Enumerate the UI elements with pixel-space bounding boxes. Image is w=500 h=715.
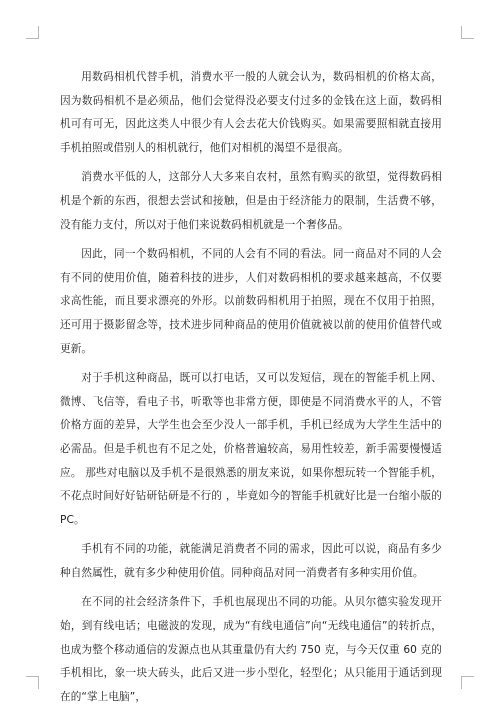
document-body (60, 66, 442, 715)
paragraph-3: 因此，同一个数码相机，不同的人会有不同的看法。同一商品对不同的人会有不同的使用价值，随着科技的进步，人们对数码相机的要求越来越高，不仅要求高性能，而且要求漂亮的外形。以前数码相机用于拍照，现在不仅用于拍照，还可用于摄影留念等，技术进步同种商品的使用价值就被以前的使用价值替代或更新。 (60, 248, 442, 355)
crop-mark-bottom-left (26, 676, 39, 689)
crop-mark-top-right (461, 26, 474, 39)
crop-mark-top-left (26, 26, 39, 39)
paragraph-1: 用数码相机代替手机，消费水平一般的人就会认为，数码相机的价格太高，因为数码相机不是必须品，他们会觉得没必要支付过多的金钱在这上面，数码相机可有可无，因此这类人中很少有人会去花大价钱购买。如果需要照相就直接用手机拍照或借别人的相机就行，他们对相机的渴望不是很高。 (60, 71, 442, 154)
paragraph-5: 手机有不同的功能，就能满足消费者不同的需求，因此可以说，商品有多少种自然属性，就有多少种使用价值。同种商品对同一消费者有多种实用价值。 (60, 543, 442, 579)
paragraph-4: 对于手机这种商品，既可以打电话，又可以发短信，现在的智能手机上网、微博、飞信等，看电子书，听歌等也非常方便，即使是不同消费水平的人，不管价格方面的差异，大学生也会至少没人一部手机，手机已经成为大学生生活中的必需品。但是手机也有不足之处，价格普遍较高，易用性较差，新手需要慢慢适应。 那些对电脑以及手机不是很熟悉的朋友来说，如果你想玩转一个智能手机，不花点时间好好钻研钻研是不行的 ，毕竟如今的智能手机就好比是一台缩小版的 PC。 (60, 372, 442, 526)
paragraph-2: 消费水平低的人，这部分人大多来自农村，虽然有购买的欲望，觉得数码相机是个新的东西，很想去尝试和接触，但是由于经济能力的限制，生活费不够，没有能力支付，所以对于他们来说数码相机就是一个奢侈品。 (60, 171, 442, 231)
paragraph-6: 在不同的社会经济条件下，手机也展现出不同的功能。从贝尔德实验发现开始，到有线电话；电磁波的发现，成为“有线电通信”向“无线电通信”的转折点，也成为整个移动通信的发源点也从其重量仍有大约 750 克，与今天仅重 60 克的手机相比，象一块大砖头，此后又进一步小型化，轻型化；从只能用于通话到现在的“掌上电脑”， (60, 596, 442, 703)
crop-mark-bottom-right (461, 676, 474, 689)
